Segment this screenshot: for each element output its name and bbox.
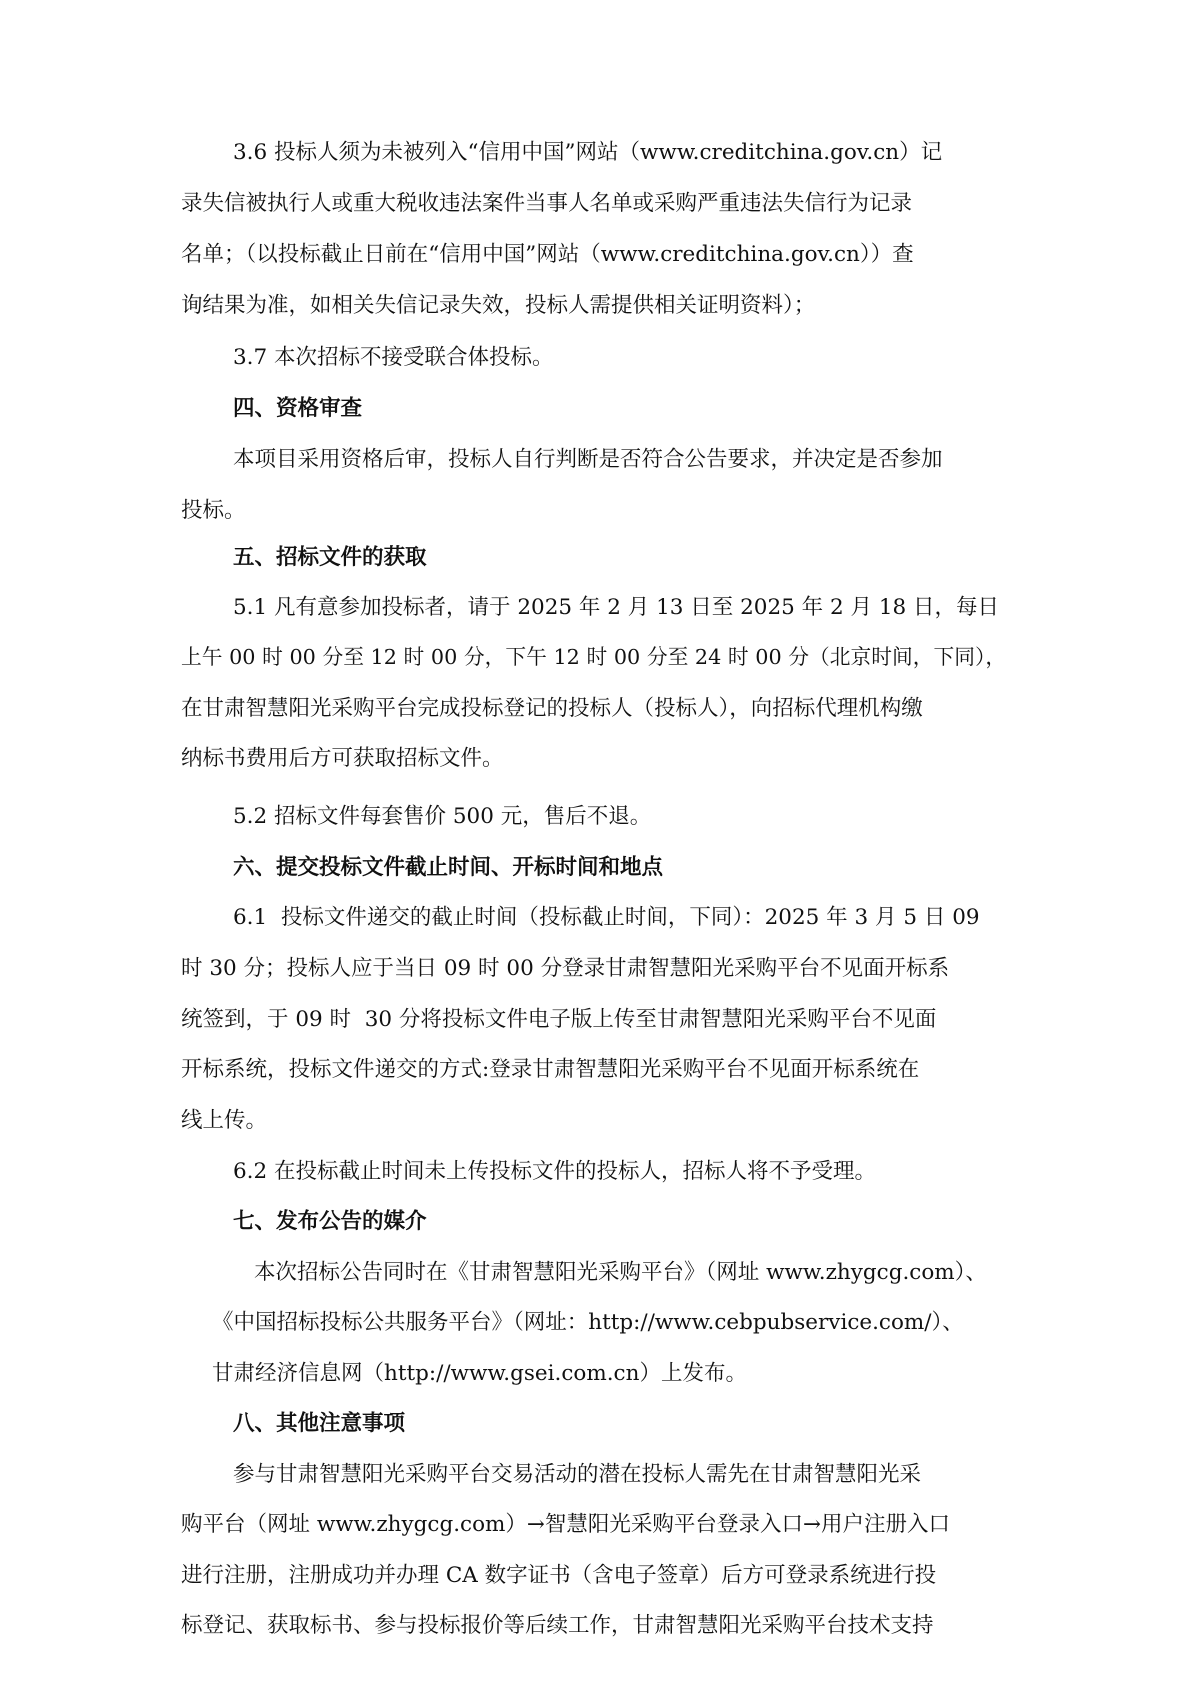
para-6-1-line-5: 线上传。 <box>181 1108 268 1133</box>
section-8-line-1: 参与甘肃智慧阳光采购平台交易活动的潜在投标人需先在甘肃智慧阳光采 <box>233 1462 922 1487</box>
section-7-line-1: 本次招标公告同时在《甘肃智慧阳光采购平台》（网址 www.zhygcg.com）、 <box>254 1260 987 1285</box>
section-7-line-2: 《中国招标投标公共服务平台》（网址：http://www.cebpubservice.com/）、 <box>212 1310 964 1335</box>
para-3-6-line-2: 录失信被执行人或重大税收违法案件当事人名单或采购严重违法失信行为记录 <box>181 191 913 216</box>
section-8-heading: 八、其他注意事项 <box>233 1411 406 1436</box>
para-3-6-line-1: 3.6 投标人须为未被列入“信用中国”网站（www.creditchina.gov.cn）记 <box>233 140 943 165</box>
para-5-2: 5.2 招标文件每套售价 500 元，售后不退。 <box>233 804 652 829</box>
para-5-1-line-4: 纳标书费用后方可获取招标文件。 <box>181 746 504 771</box>
section-7-line-3: 甘肃经济信息网（http://www.gsei.com.cn）上发布。 <box>212 1361 747 1386</box>
para-6-1-line-4: 开标系统，投标文件递交的方式:登录甘肃智慧阳光采购平台不见面开标系统在 <box>181 1057 920 1082</box>
section-4-line-2: 投标。 <box>181 498 246 523</box>
para-5-1-line-1: 5.1 凡有意参加投标者，请于 2025 年 2 月 13 日至 2025 年 2 月 18 日，每日 <box>233 595 1000 620</box>
section-7-heading: 七、发布公告的媒介 <box>233 1209 427 1234</box>
para-5-1-line-2: 上午 00 时 00 分至 12 时 00 分，下午 12 时 00 分至 24 时 00 分（北京时间，下同）， <box>181 645 1007 669</box>
section-4-heading: 四、资格审查 <box>233 396 363 421</box>
para-3-6-line-4: 询结果为准，如相关失信记录失效，投标人需提供相关证明资料）； <box>181 293 816 318</box>
para-5-1-line-3: 在甘肃智慧阳光采购平台完成投标登记的投标人（投标人），向招标代理机构缴 <box>181 696 923 721</box>
section-8-line-3: 进行注册，注册成功并办理 CA 数字证书（含电子签章）后方可登录系统进行投 <box>181 1563 937 1588</box>
para-6-2: 6.2 在投标截止时间未上传投标文件的投标人，招标人将不予受理。 <box>233 1159 877 1184</box>
para-6-1-line-2: 时 30 分；投标人应于当日 09 时 00 分登录甘肃智慧阳光采购平台不见面开标系 <box>181 956 950 981</box>
section-8-line-2: 购平台（网址 www.zhygcg.com）→智慧阳光采购平台登录入口→用户注册入口 <box>181 1512 950 1537</box>
section-4-line-1: 本项目采用资格后审，投标人自行判断是否符合公告要求，并决定是否参加 <box>233 447 943 472</box>
para-6-1-line-1: 6.1 投标文件递交的截止时间（投标截止时间，下同）：2025 年 3 月 5 日 09 <box>233 905 980 930</box>
para-3-6-line-3: 名单；（以投标截止日前在“信用中国”网站（www.creditchina.gov.cn））查 <box>181 242 914 267</box>
section-5-heading: 五、招标文件的获取 <box>233 545 427 570</box>
para-6-1-line-3: 统签到，于 09 时 30 分将投标文件电子版上传至甘肃智慧阳光采购平台不见面 <box>181 1007 937 1032</box>
para-3-7: 3.7 本次招标不接受联合体投标。 <box>233 345 554 370</box>
section-8-line-4: 标登记、获取标书、参与投标报价等后续工作，甘肃智慧阳光采购平台技术支持 <box>181 1613 934 1638</box>
section-6-heading: 六、提交投标文件截止时间、开标时间和地点 <box>233 855 664 880</box>
